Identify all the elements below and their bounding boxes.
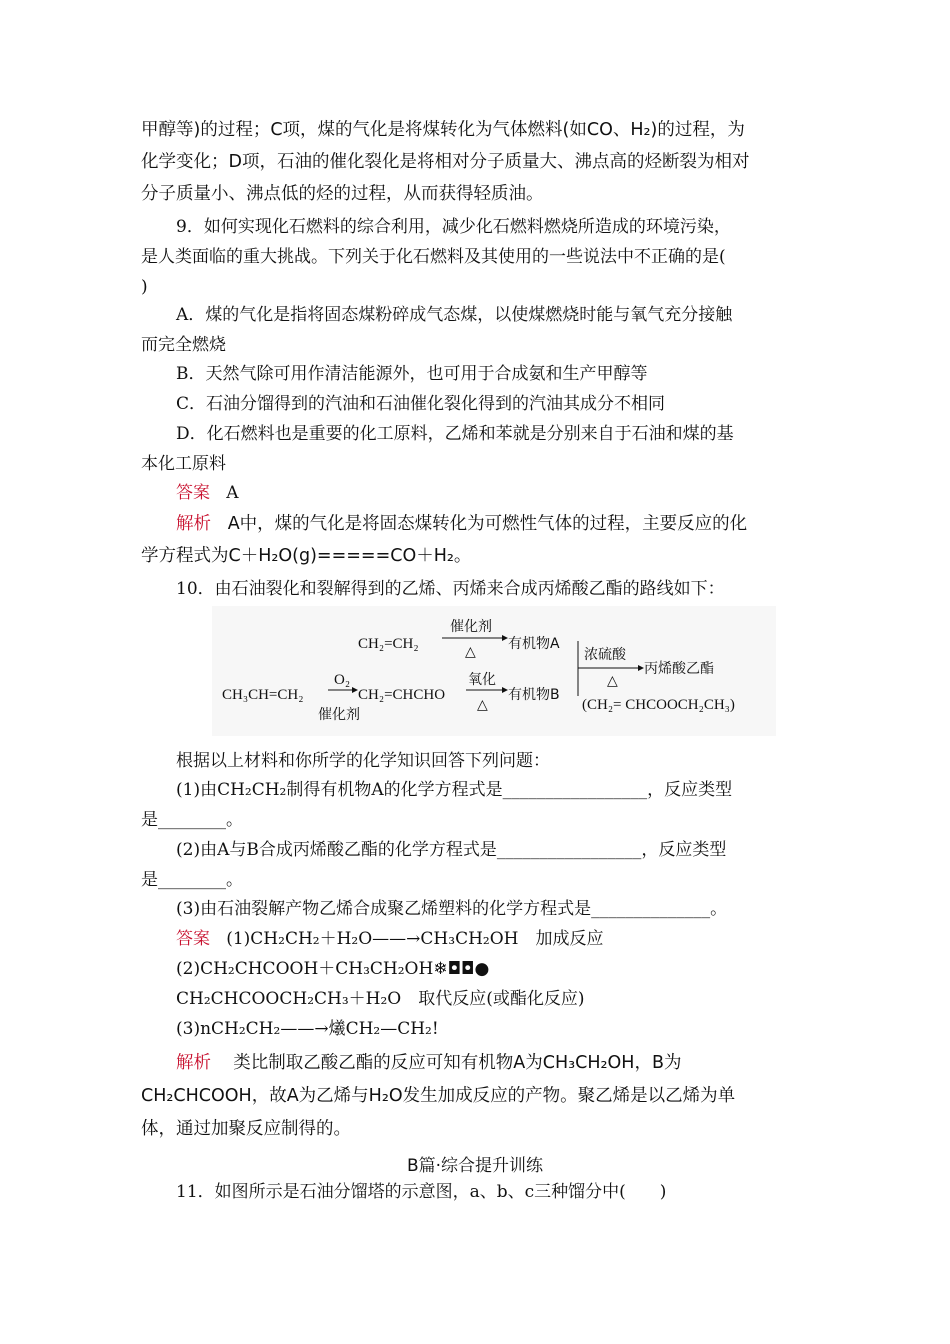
oxygen-label: O₂	[334, 672, 351, 688]
q9-option-d-1: D．化石燃料也是重要的化工原料，乙烯和苯就是分别来自于石油和煤的基	[176, 424, 734, 444]
delta-label-1: △	[465, 644, 476, 660]
delta-label-3: △	[477, 697, 488, 713]
q10-answer-text-1: (1)CH₂CH₂＋H₂O——→CH₃CH₂OH 加成反应	[226, 929, 604, 949]
q10-sub1-line1: (1)由CH₂CH₂制得有机物A的化学方程式是_________________，反应类型	[176, 780, 733, 800]
answer-label: 答案	[176, 483, 210, 503]
q10-sub1-line2: 是________。	[141, 810, 243, 830]
ethylene-label: CH₂=CH₂	[358, 636, 419, 652]
q9-option-d-2: 本化工原料	[141, 454, 226, 474]
q10-explanation-1	[176, 1052, 681, 1074]
answer-label: 答案	[176, 929, 210, 949]
q10-lead: 根据以上材料和你所学的化学知识回答下列问题：	[176, 751, 550, 771]
p1-line-1: 甲醇等)的过程；C项，煤的气化是将煤转化为气体燃料(如CO、H₂)的过程，为	[141, 120, 745, 140]
sulfuric-acid-label: 浓硫酸	[584, 647, 626, 663]
q10-answer-1	[176, 928, 603, 950]
q9-explanation-text-1: A中，煤的气化是将固态煤转化为可燃性气体的过程，主要反应的化	[227, 514, 748, 534]
product-label: 丙烯酸乙酯	[644, 661, 714, 677]
q9-stem-2: 是人类面临的重大挑战。下列关于化石燃料及其使用的一些说法中不正确的是(	[141, 247, 726, 267]
q10-answer-2: (2)CH₂CHCOOH＋CH₃CH₂OH❄◘◘●	[176, 959, 490, 979]
acrolein-label: CH₂=CHCHO	[358, 687, 446, 703]
q10-answer-3: CH₂CHCOOCH₂CH₃＋H₂O 取代反应(或酯化反应)	[176, 989, 585, 1009]
q11-stem: 11．如图所示是石油分馏塔的示意图，a、b、c三种馏分中( )	[176, 1182, 667, 1202]
q10-sub2-line1: (2)由A与B合成丙烯酸乙酯的化学方程式是_________________，反应类型	[176, 840, 727, 860]
product-formula-label: (CH₂= CHCOOCH₂CH₃)	[582, 697, 735, 713]
q10-explanation-text-1: 类比制取乙酸乙酯的反应可知有机物A为CH₃CH₂OH，B为	[233, 1053, 682, 1073]
synthesis-route-diagram	[212, 606, 776, 736]
q10-sub2-line2: 是________。	[141, 870, 243, 890]
explanation-label: 解析	[176, 1053, 211, 1073]
q9-option-a-2: 而完全燃烧	[141, 335, 226, 355]
q10-explanation-2: CH₂CHCOOH，故A为乙烯与H₂O发生加成反应的产物。聚乙烯是以乙烯为单	[141, 1086, 736, 1106]
organic-a-label: 有机物A	[508, 636, 560, 652]
q10-explanation-3: 体，通过加聚反应制得的。	[141, 1119, 351, 1139]
q9-option-a-1: A．煤的气化是指将固态煤粉碎成气态煤，以使煤燃烧时能与氧气充分接触	[176, 305, 733, 325]
explanation-label: 解析	[176, 514, 211, 534]
catalyst-label-2: 催化剂	[318, 707, 360, 723]
q9-option-b: B．天然气除可用作清洁能源外，也可用于合成氨和生产甲醇等	[176, 364, 648, 384]
section-b-heading: B篇·综合提升训练	[406, 1156, 544, 1176]
q10-intro: 10．由石油裂化和裂解得到的乙烯、丙烯来合成丙烯酸乙酯的路线如下：	[176, 579, 725, 599]
oxidation-label: 氧化	[468, 672, 496, 688]
q9-stem-3: )	[141, 277, 148, 297]
q10-answer-4: (3)nCH₂CH₂——→爔CH₂—CH₂!	[176, 1019, 439, 1039]
p1-line-3: 分子质量小、沸点低的烃的过程，从而获得轻质油。	[141, 184, 544, 204]
p1-line-2: 化学变化；D项，石油的催化裂化是将相对分子质量大、沸点高的烃断裂为相对	[141, 152, 750, 172]
q9-stem-1: 9．如何实现化石燃料的综合利用，减少化石燃料燃烧所造成的环境污染，	[176, 217, 731, 237]
q9-option-c: C．石油分馏得到的汽油和石油催化裂化得到的汽油其成分不相同	[176, 394, 666, 414]
q9-answer	[176, 482, 239, 504]
delta-label-merge: △	[607, 673, 618, 689]
q9-explanation-2: 学方程式为C＋H₂O(g)=====CO＋H₂。	[141, 546, 472, 566]
propene-label: CH₃CH=CH₂	[222, 687, 304, 703]
q10-sub3: (3)由石油裂解产物乙烯合成聚乙烯塑料的化学方程式是______________。	[176, 899, 728, 919]
catalyst-label-1: 催化剂	[450, 619, 492, 635]
organic-b-label: 有机物B	[508, 687, 560, 703]
q9-explanation-1	[176, 513, 747, 535]
q9-answer-value: A	[226, 483, 239, 503]
